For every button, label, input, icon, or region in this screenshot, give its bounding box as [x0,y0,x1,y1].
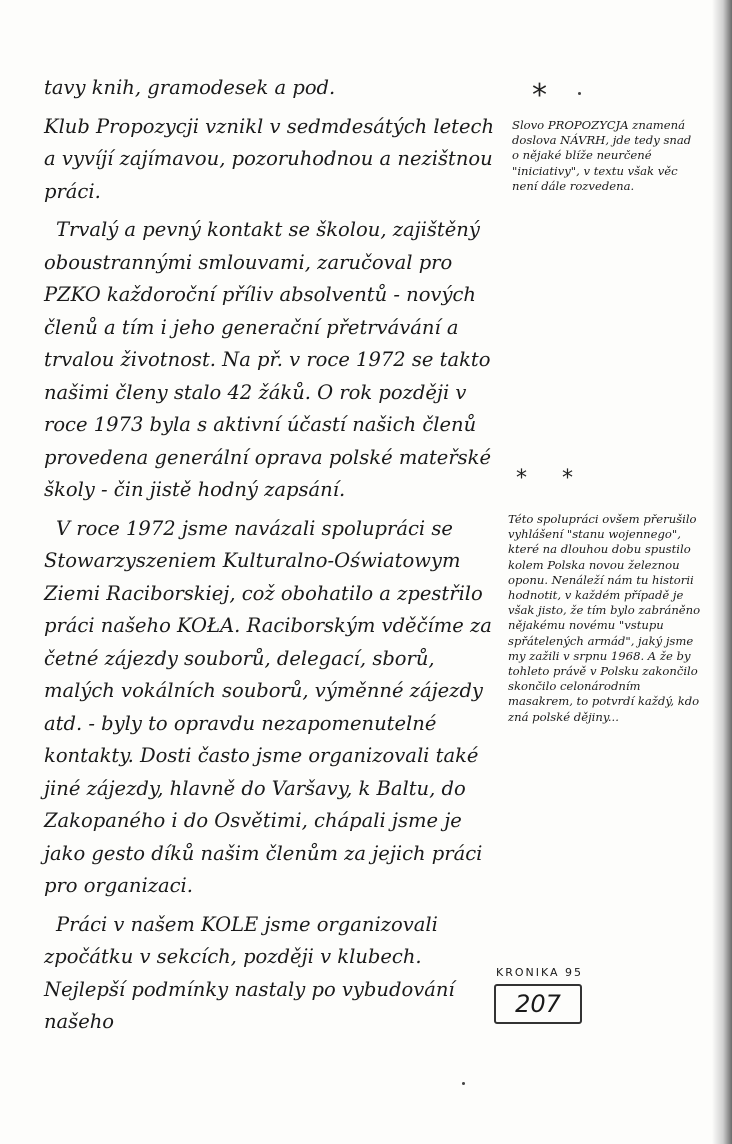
side-note-2: Této spolupráci ovšem přerušilo vyhlášení "stanu wojennego", které na dlouhou dobu spustilo kolem Polska novou železnou oponu. Nenáleží nám tu historii hodnotit, v každém případě je však jisto, že tím bylo zabráněno nějakému novému "vstupu spřátelených armád", jaký jsme my zažili v srpnu 1968. A že by tohleto právě v Polsku zakončilo skončilo celonárodním masakrem, to potvrdí každý, kdo zná polské dějiny... [508,512,701,724]
page-number-box [494,984,582,1024]
chronicle-label: KRONIKA 95 [496,966,584,979]
side-note-1: Slovo PROPOZYCJA znamená doslova NÁVRH, jde tedy snad o nějaké blíže neurčené "iniciativy", v textu však věc není dále rozvedena. [512,118,692,193]
paragraph-5: Práci v našem KOLE jsme organizovali zpočátku v sekcích, později v klubech. Nejlepší podmínky nastaly po vybudování našeho [44,912,455,1033]
book-spine-shadow [712,0,732,1144]
paragraph-4: V roce 1972 jsme navázali spolupráci se Stowarzyszeniem Kulturalno-Oświatowym Ziemi Raciborskiej, což obohatilo a zpestřilo práci našeho KOŁA. Raciborským vděčíme za četné zájezdy souborů, delegací, sborů, malých vokálních souborů, výměnné zájezdy atd. - byly to opravdu nezapomenutelné kontakty. Dosti často jsme organizovali také jiné zájezdy, hlavně do Varšavy, k Baltu, do Zakopaného i do Osvětimi, chápali jsme je jako gesto díků našim členům za jejich práci pro organizaci. [44,516,492,897]
page-number: 207 [515,990,561,1018]
paragraph-1: tavy knih, gramodesek a pod. [44,76,336,99]
speck-mark [578,92,581,95]
main-text-column [44,72,496,1045]
footnote-asterisk-2: * * [516,466,587,491]
paragraph-2: Klub Propozycji vznikl v sedmdesátých letech a vyvíjí zajímavou, pozoruhodnou a nezištnou práci. [44,114,495,203]
paragraph-3: Trvalý a pevný kontakt se školou, zajištěný oboustrannými smlouvami, zaručoval pro PZKO každoroční příliv absolventů - nových členů a tím i jeho generační přetrvávání a trvalou životnost. Na př. v roce 1972 se takto našimi členy stalo 42 žáků. O rok později v roce 1973 byla s aktivní účastí našich členů provedena generální oprava polské mateřské školy - čin jistě hodný zapsání. [44,218,492,501]
speck-mark [462,1082,465,1085]
footnote-asterisk-1: * [532,78,547,113]
